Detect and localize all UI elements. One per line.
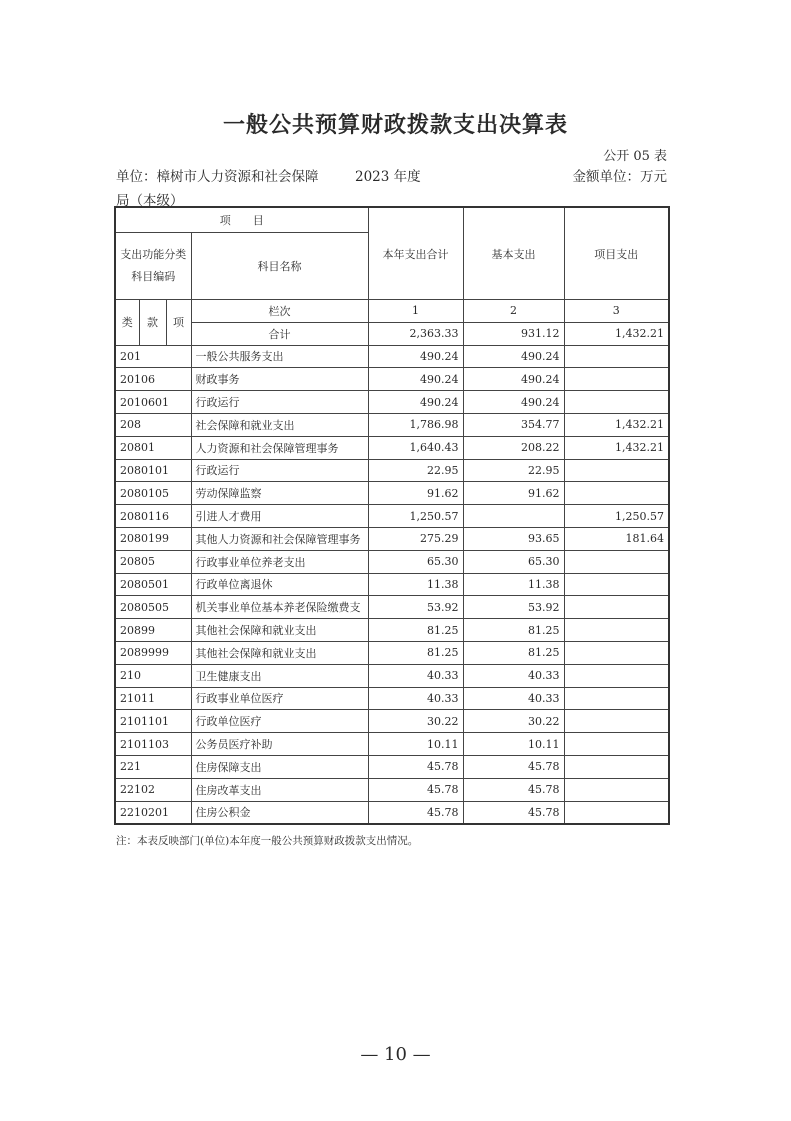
row-basic: 81.25 [463,641,564,664]
row-project [564,801,669,824]
row-total: 22.95 [368,459,463,482]
row-total: 81.25 [368,619,463,642]
row-basic: 45.78 [463,755,564,778]
row-name: 行政运行 [191,459,368,482]
money-unit: 金额单位：万元 [572,169,667,185]
row-code: 2089999 [115,641,191,664]
row-project [564,596,669,619]
row-project [564,573,669,596]
row-basic [463,505,564,528]
header-lanci: 栏次 [191,300,368,323]
unit-name: 单位：樟树市人力资源和社会保障 [116,169,319,185]
table-row [115,413,669,436]
row-project [564,391,669,414]
row-total: 11.38 [368,573,463,596]
row-code: 210 [115,664,191,687]
row-name: 引进人才费用 [191,505,368,528]
table-row [115,436,669,459]
row-project [564,755,669,778]
row-name: 行政运行 [191,391,368,414]
row-code: 208 [115,413,191,436]
header-name: 科目名称 [191,233,368,300]
row-basic: 490.24 [463,391,564,414]
form-number: 公开 05 表 [603,149,667,164]
row-project [564,710,669,733]
row-project [564,664,669,687]
row-basic: 208.22 [463,436,564,459]
index-3: 3 [564,300,669,323]
fiscal-year: 2023 年度 [355,169,421,185]
row-project [564,778,669,801]
row-code: 2101103 [115,733,191,756]
row-name: 人力资源和社会保障管理事务 [191,436,368,459]
row-total: 10.11 [368,733,463,756]
row-code: 2080505 [115,596,191,619]
row-basic: 91.62 [463,482,564,505]
row-name: 其他社会保障和就业支出 [191,619,368,642]
row-code: 21011 [115,687,191,710]
table-row [115,664,669,687]
row-name: 住房公积金 [191,801,368,824]
row-code: 221 [115,755,191,778]
row-basic: 40.33 [463,664,564,687]
row-project [564,733,669,756]
row-project [564,619,669,642]
row-total: 490.24 [368,345,463,368]
row-total: 45.78 [368,801,463,824]
header-xiang: 项 [166,300,191,346]
row-name: 一般公共服务支出 [191,345,368,368]
row-project [564,687,669,710]
table-row [115,573,669,596]
header-kuan: 款 [139,300,166,346]
row-basic: 490.24 [463,345,564,368]
row-total: 275.29 [368,527,463,550]
row-project [564,550,669,573]
header-col2: 基本支出 [463,207,564,300]
row-name: 行政单位离退休 [191,573,368,596]
header-code-group: 支出功能分类科目编码 [115,233,191,300]
row-basic: 81.25 [463,619,564,642]
table-row [115,710,669,733]
row-project [564,482,669,505]
row-code: 2080116 [115,505,191,528]
row-total: 1,786.98 [368,413,463,436]
table-row [115,459,669,482]
row-basic: 65.30 [463,550,564,573]
total-col1: 2,363.33 [368,322,463,345]
row-project [564,345,669,368]
header-col1: 本年支出合计 [368,207,463,300]
table-row [115,687,669,710]
row-basic: 490.24 [463,368,564,391]
row-code: 2080199 [115,527,191,550]
index-2: 2 [463,300,564,323]
row-project: 1,250.57 [564,505,669,528]
row-code: 2210201 [115,801,191,824]
row-basic: 53.92 [463,596,564,619]
row-name: 住房改革支出 [191,778,368,801]
row-project: 1,432.21 [564,413,669,436]
row-name: 行政事业单位养老支出 [191,550,368,573]
row-name: 其他人力资源和社会保障管理事务 [191,527,368,550]
row-code: 22102 [115,778,191,801]
row-project: 181.64 [564,527,669,550]
table-row [115,778,669,801]
total-col2: 931.12 [463,322,564,345]
row-basic: 93.65 [463,527,564,550]
index-1: 1 [368,300,463,323]
row-name: 住房保障支出 [191,755,368,778]
row-basic: 45.78 [463,801,564,824]
row-name: 其他社会保障和就业支出 [191,641,368,664]
row-name: 卫生健康支出 [191,664,368,687]
table-row [115,619,669,642]
row-name: 劳动保障监察 [191,482,368,505]
table-row [115,755,669,778]
row-name: 机关事业单位基本养老保险缴费支 [191,596,368,619]
row-basic: 22.95 [463,459,564,482]
row-total: 81.25 [368,641,463,664]
row-project [564,368,669,391]
row-total: 1,640.43 [368,436,463,459]
total-label: 合计 [191,322,368,345]
row-basic: 10.11 [463,733,564,756]
row-total: 91.62 [368,482,463,505]
row-total: 45.78 [368,778,463,801]
row-name: 财政事务 [191,368,368,391]
row-code: 20801 [115,436,191,459]
row-project [564,459,669,482]
total-col3: 1,432.21 [564,322,669,345]
header-item: 项 目 [115,207,368,233]
table-row [115,391,669,414]
row-total: 40.33 [368,687,463,710]
row-total: 1,250.57 [368,505,463,528]
row-basic: 354.77 [463,413,564,436]
row-code: 20805 [115,550,191,573]
footnote: 注：本表反映部门(单位)本年度一般公共预算财政拨款支出情况。 [116,835,419,847]
unit-name-cont: 局（本级） [116,193,184,209]
table-row [115,345,669,368]
table-row [115,596,669,619]
row-total: 65.30 [368,550,463,573]
header-lei: 类 [115,300,139,346]
page-number: — 10 — [360,1044,431,1065]
row-basic: 30.22 [463,710,564,733]
row-basic: 11.38 [463,573,564,596]
table-row [115,550,669,573]
row-code: 20106 [115,368,191,391]
row-total: 45.78 [368,755,463,778]
row-total: 490.24 [368,368,463,391]
row-name: 行政事业单位医疗 [191,687,368,710]
budget-table [114,206,670,825]
row-code: 2080105 [115,482,191,505]
table-row [115,368,669,391]
row-basic: 40.33 [463,687,564,710]
header-col3: 项目支出 [564,207,669,300]
row-total: 490.24 [368,391,463,414]
row-code: 201 [115,345,191,368]
row-code: 2101101 [115,710,191,733]
table-row [115,482,669,505]
row-total: 40.33 [368,664,463,687]
row-total: 53.92 [368,596,463,619]
table-row [115,733,669,756]
row-code: 2010601 [115,391,191,414]
page-title: 一般公共预算财政拨款支出决算表 [222,113,568,138]
table-row [115,527,669,550]
row-code: 2080101 [115,459,191,482]
row-name: 社会保障和就业支出 [191,413,368,436]
row-project: 1,432.21 [564,436,669,459]
row-name: 公务员医疗补助 [191,733,368,756]
table-row [115,801,669,824]
row-name: 行政单位医疗 [191,710,368,733]
row-code: 20899 [115,619,191,642]
row-project [564,641,669,664]
row-basic: 45.78 [463,778,564,801]
row-code: 2080501 [115,573,191,596]
table-row [115,641,669,664]
row-total: 30.22 [368,710,463,733]
table-row [115,505,669,528]
